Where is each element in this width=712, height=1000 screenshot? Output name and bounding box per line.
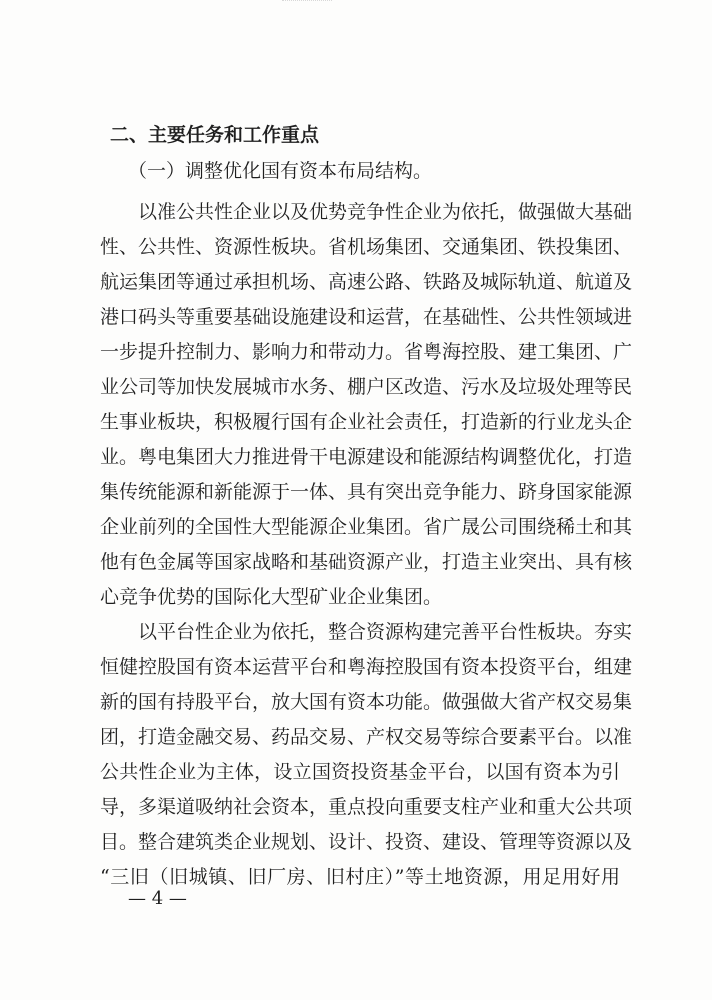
text-line: 以准公共性企业以及优势竞争性企业为依托，做强做大基础 — [138, 201, 633, 223]
text-line: 导，多渠道吸纳社会资本，重点投向重要支柱产业和重大公共项 — [100, 796, 633, 818]
page-number: — 4 — — [128, 888, 187, 909]
document-body — [100, 117, 633, 895]
text-line: 集传统能源和新能源于一体、具有突出竞争能力、跻身国家能源 — [100, 481, 633, 503]
paragraph-2 — [100, 615, 633, 895]
text-line: 港口码头等重要基础设施建设和运营，在基础性、公共性领域进 — [100, 306, 633, 328]
text-line: 公共性企业为主体，设立国资投资基金平台，以国有资本为引 — [100, 761, 620, 783]
text-line: 性、公共性、资源性板块。省机场集团、交通集团、铁投集团、 — [100, 236, 633, 258]
text-line: 心竞争优势的国际化大型矿业企业集团。 — [100, 586, 443, 608]
text-line: 目。整合建筑类企业规划、设计、投资、建设、管理等资源以及 — [100, 831, 633, 853]
text-line: 一步提升控制力、影响力和带动力。省粤海控股、建工集团、广 — [100, 341, 633, 363]
scan-artifact — [282, 0, 332, 6]
section-heading: 二、主要任务和工作重点 — [110, 124, 320, 146]
text-line: 业。粤电集团大力推进骨干电源建设和能源结构调整优化，打造 — [100, 446, 633, 468]
text-line: “三旧（旧城镇、旧厂房、旧村庄）”等土地资源，用足用好用 — [100, 866, 620, 888]
text-line: 生事业板块，积极履行国有企业社会责任，打造新的行业龙头企 — [100, 411, 633, 433]
text-line: 恒健控股国有资本运营平台和粤海控股国有资本投资平台，组建 — [100, 656, 633, 678]
text-line: 他有色金属等国家战略和基础资源产业，打造主业突出、具有核 — [100, 551, 633, 573]
subsection-heading: （一）调整优化国有资本布局结构。 — [128, 160, 433, 182]
text-line: 团，打造金融交易、药品交易、产权交易等综合要素平台。以准 — [100, 726, 633, 748]
text-line: 企业前列的全国性大型能源企业集团。省广晟公司围绕稀土和其 — [100, 516, 633, 538]
text-line: 业公司等加快发展城市水务、棚户区改造、污水及垃圾处理等民 — [100, 376, 633, 398]
text-line: 以平台性企业为依托，整合资源构建完善平台性板块。夯实 — [138, 621, 633, 643]
text-line: 新的国有持股平台，放大国有资本功能。做强做大省产权交易集 — [100, 691, 633, 713]
text-line: 航运集团等通过承担机场、高速公路、铁路及城际轨道、航道及 — [100, 271, 633, 293]
paragraph-1 — [100, 195, 633, 615]
